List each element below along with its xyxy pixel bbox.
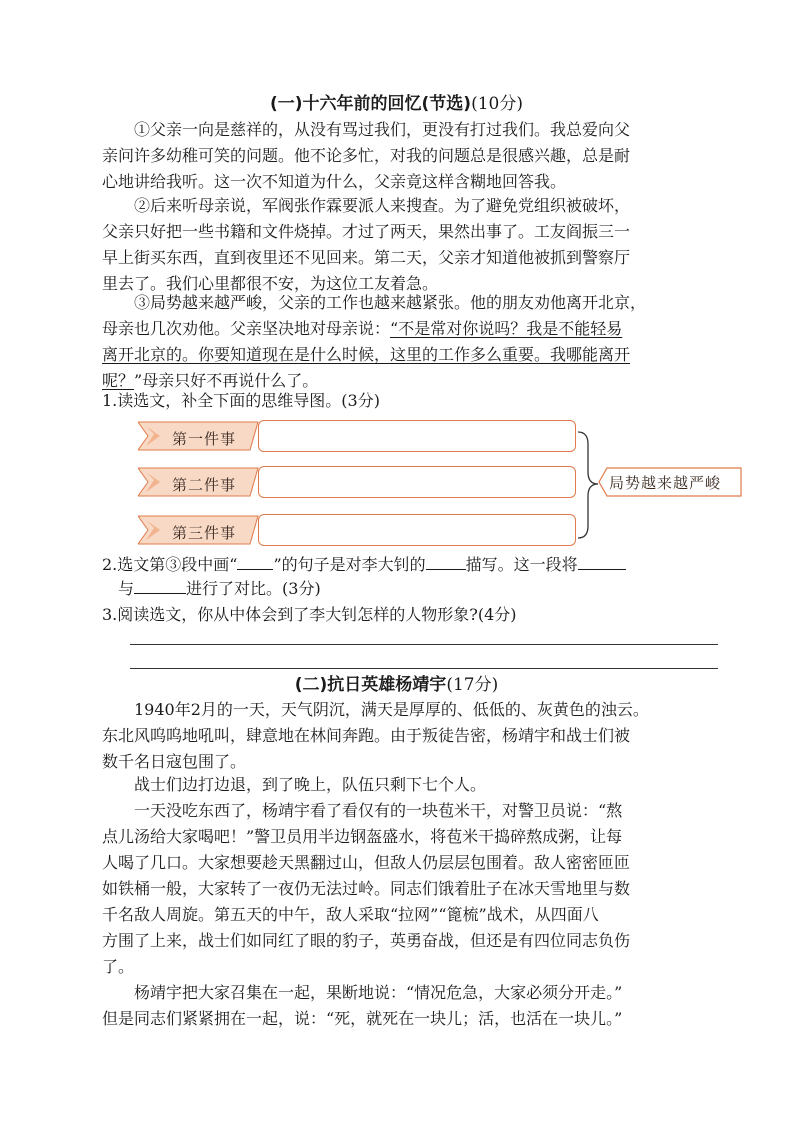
event-1-label: 第一件事: [172, 430, 237, 448]
q2-blank-2[interactable]: [426, 555, 466, 570]
question-1: 1.读选文，补全下面的思维导图。(3分): [102, 391, 380, 410]
section2-title-text: (二)抗日英雄杨靖宇: [294, 675, 447, 695]
text-line: 千名敌人周旋。第五天的中午，敌人采取“拉网”“篦梳”战术，从四面八: [102, 905, 599, 924]
text-line: [102, 316, 722, 342]
section1-paragraph-3: [102, 290, 722, 394]
section1-title-score: (10分): [471, 94, 523, 114]
text-line: 数千名日寇包围了。: [102, 752, 247, 771]
text-line: 东北风呜呜地吼叫，肆意地在林间奔跑。由于叛徒告密，杨靖宇和战士们被: [102, 726, 631, 745]
text-line: 1940年2月的一天，天气阴沉，满天是厚厚的、低低的、灰黄色的浊云。: [134, 700, 649, 719]
text-line: 战士们边打边退，到了晚上，队伍只剩下七个人。: [134, 775, 487, 794]
answer-line-2[interactable]: [130, 668, 718, 669]
underlined-quote: 离开北京的。你要知道现在是什么时候，这里的工作多么重要。我哪能离开: [102, 345, 631, 364]
event-2-answer-box[interactable]: [258, 466, 576, 498]
text-line: 早上街买东西，直到夜里还不见回来。第二天，父亲才知道他被抓到警察厅: [102, 248, 631, 267]
text-line: ③局势越来越严峻，父亲的工作也越来越紧张。他的朋友劝他离开北京，: [134, 293, 647, 312]
q2-text-a: 2.选文第③段中画“: [102, 555, 238, 574]
text-line: 方围了上来，战士们如同红了眼的豹子，英勇奋战，但还是有四位同志负伤: [102, 931, 631, 950]
text-line: 杨靖宇把大家召集在一起，果断地说：“情况危急，大家必须分开走。”: [134, 983, 623, 1002]
section2-paragraph-3: [102, 798, 722, 980]
section2-paragraph-4: [102, 980, 722, 1032]
text-line: ①父亲一向是慈祥的，从没有骂过我们，更没有打过我们。我总爱向父: [134, 120, 631, 139]
section2-paragraph-2: [102, 772, 722, 798]
underlined-quote: 呢？: [102, 371, 135, 390]
event-3-answer-box[interactable]: [258, 514, 576, 546]
q2-text-d: 与: [118, 579, 135, 598]
text-line: 里去了。我们心里都很不安，为这位工友着急。: [102, 274, 439, 293]
section2-title: [0, 674, 793, 696]
question-2-line-2: [118, 576, 321, 602]
question-2-line-1: [102, 552, 626, 578]
summary-label: 局势越来越严峻: [609, 474, 722, 492]
underlined-quote: “不是常对你说吗？我是不能轻易: [390, 319, 623, 338]
text-line: 一天没吃东西了，杨靖宇看了看仅有的一块苞米干，对警卫员说：“熬: [134, 801, 623, 820]
q2-blank-4[interactable]: [134, 579, 186, 594]
section1-paragraph-1: [102, 117, 722, 195]
mind-map-summary: [597, 466, 743, 498]
q2-blank-1[interactable]: [237, 555, 273, 570]
q2-text-c: 描写。这一段将: [465, 555, 578, 574]
q2-text-b: ”的句子是对李大钊的: [273, 555, 426, 574]
event-2-label: 第二件事: [172, 476, 237, 494]
text-line: 点儿汤给大家喝吧！”警卫员用半边钢盔盛水，将苞米干捣碎熬成粥，让每: [102, 827, 623, 846]
text-line: 亲问许多幼稚可笑的问题。他不论多忙，对我的问题总是很感兴趣，总是耐: [102, 146, 631, 165]
text-line: 心地讲给我听。这一次不知道为什么，父亲竟这样含糊地回答我。: [102, 172, 567, 191]
section2-title-score: (17分): [446, 675, 499, 695]
q2-text-e: 进行了对比。(3分): [186, 579, 321, 598]
text-line: 但是同志们紧紧拥在一起，说：“死，就死在一块儿；活，也活在一块儿。”: [102, 1009, 623, 1028]
text-segment: 母亲也几次劝他。父亲坚决地对母亲说：: [102, 319, 391, 338]
text-segment: ”母亲只好不再说什么了。: [134, 371, 319, 390]
question-3: 3.阅读选文，你从中体会到了李大钊怎样的人物形象?(4分): [102, 605, 517, 624]
answer-line-1[interactable]: [130, 644, 718, 645]
text-line: 如铁桶一般，大家转了一夜仍无法过岭。同志们饿着肚子在冰天雪地里与数: [102, 879, 631, 898]
q2-blank-3[interactable]: [578, 555, 626, 570]
section1-title: [0, 93, 793, 115]
text-line: 人喝了几口。大家想要趁天黑翻过山，但敌人仍层层包围着。敌人密密匝匝: [102, 853, 631, 872]
event-1-answer-box[interactable]: [258, 420, 576, 452]
section1-title-text: (一)十六年前的回忆(节选): [270, 94, 472, 114]
text-line: 了。: [102, 957, 135, 976]
text-line: 父亲只好把一些书籍和文件烧掉。才过了两天，果然出事了。工友阎振三一: [102, 222, 631, 241]
section2-paragraph-1: [102, 697, 722, 775]
text-line: ②后来听母亲说，军阀张作霖要派人来搜查。为了避免党组织被破坏，: [134, 196, 631, 215]
event-3-label: 第三件事: [172, 524, 237, 542]
text-line: [102, 342, 722, 368]
section1-paragraph-2: [102, 193, 722, 297]
